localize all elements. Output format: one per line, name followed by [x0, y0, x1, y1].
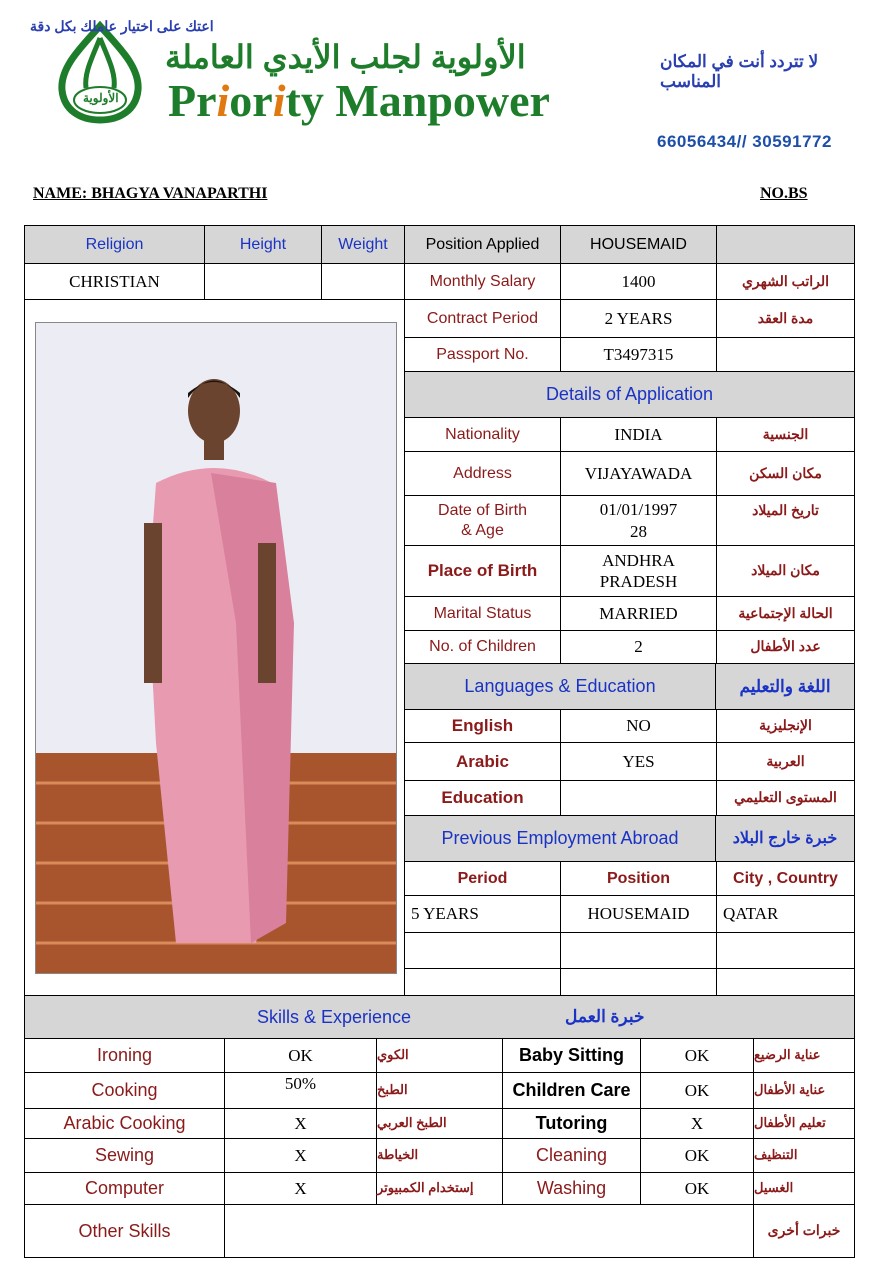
other-skills-value [224, 1204, 754, 1258]
children-value: 2 [560, 630, 717, 664]
applicant-photo [35, 322, 397, 974]
skill-left-label: Arabic Cooking [24, 1108, 225, 1139]
english-label: English [404, 709, 561, 743]
marital-status-label: Marital Status [404, 596, 561, 631]
employment-position [560, 968, 717, 996]
skill-left-label: Computer [24, 1172, 225, 1205]
dob-value: 01/01/1997 [599, 500, 678, 520]
employment-period [404, 968, 561, 996]
details-of-application-title: Details of Application [404, 371, 855, 418]
skill-right-ar: تعليم الأطفال [753, 1108, 855, 1139]
position-applied-label: Position Applied [404, 225, 561, 264]
employment-title: Previous Employment Abroad [404, 815, 716, 862]
languages-title: Languages & Education [404, 663, 716, 710]
height-header: Height [204, 225, 322, 264]
skill-right-ar: التنظيف [753, 1138, 855, 1173]
height-value [204, 263, 322, 300]
passport-label: Passport No. [404, 337, 561, 372]
reference-number: NO.BS [760, 185, 808, 202]
monthly-salary-value: 1400 [560, 263, 717, 300]
skill-right-label: Cleaning [502, 1138, 641, 1173]
position-applied-ar [716, 225, 855, 264]
phone-numbers: 66056434// 30591772 [657, 132, 832, 151]
passport-ar [716, 337, 855, 372]
skills-title-bar [24, 995, 855, 1039]
marital-status-value: MARRIED [560, 596, 717, 631]
company-name-english: Priority Manpower [168, 75, 550, 126]
applicant-name: NAME: BHAGYA VANAPARTHI [33, 185, 268, 202]
dob-value-cell [560, 495, 717, 546]
skill-right-ar: الغسيل [753, 1172, 855, 1205]
skill-right-label: Washing [502, 1172, 641, 1205]
skill-left-value: X [224, 1172, 377, 1205]
weight-value [321, 263, 405, 300]
employment-country [716, 968, 855, 996]
address-label: Address [404, 451, 561, 496]
monthly-salary-label: Monthly Salary [404, 263, 561, 300]
skill-right-value: OK [640, 1072, 754, 1109]
skill-right-value: OK [640, 1138, 754, 1173]
skill-right-value: OK [640, 1172, 754, 1205]
other-skills-label: Other Skills [24, 1204, 225, 1258]
logo-mark-text: الأولوية [83, 91, 119, 105]
skill-left-ar: الطبخ [376, 1072, 503, 1109]
top-tagline: اعتك على اختيار عاملك بكل دقة [30, 18, 214, 34]
education-ar: المستوى التعليمي [716, 780, 855, 816]
age-value: 28 [630, 521, 647, 541]
nationality-label: Nationality [404, 417, 561, 452]
skill-right-value: X [640, 1108, 754, 1139]
marital-status-ar: الحالة الإجتماعية [716, 596, 855, 631]
contract-period-value: 2 YEARS [560, 299, 717, 338]
dob-label: Date of Birth & Age [404, 495, 561, 546]
slogan: لا تتردد أنت في المكان المناسب [660, 52, 819, 91]
skills-title: Skills & Experience [257, 1006, 412, 1027]
dob-ar: تاريخ الميلاد [716, 495, 855, 546]
contract-period-label: Contract Period [404, 299, 561, 338]
skill-left-label: Ironing [24, 1038, 225, 1073]
employment-period [404, 932, 561, 969]
skill-right-label: Tutoring [502, 1108, 641, 1139]
skill-left-value: OK [224, 1038, 377, 1073]
education-label: Education [404, 780, 561, 816]
skill-left-label: Cooking [24, 1072, 225, 1109]
skill-left-ar: الخياطة [376, 1138, 503, 1173]
position-applied-value: HOUSEMAID [560, 225, 717, 264]
skill-right-label: Baby Sitting [502, 1038, 641, 1073]
skill-right-value: OK [640, 1038, 754, 1073]
children-label: No. of Children [404, 630, 561, 664]
skill-right-ar: عناية الأطفال [753, 1072, 855, 1109]
skill-left-ar: الطبخ العربي [376, 1108, 503, 1139]
weight-header: Weight [321, 225, 405, 264]
employment-position [560, 932, 717, 969]
languages-title-ar: اللغة والتعليم [715, 663, 855, 710]
skill-left-value: X [224, 1108, 377, 1139]
nationality-value: INDIA [560, 417, 717, 452]
employment-position: HOUSEMAID [560, 895, 717, 933]
place-of-birth-value: ANDHRA PRADESH [560, 545, 717, 597]
skill-left-value: 50% [224, 1072, 377, 1109]
children-ar: عدد الأطفال [716, 630, 855, 664]
contract-period-ar: مدة العقد [716, 299, 855, 338]
position-header: Position [560, 861, 717, 896]
place-of-birth-ar: مكان الميلاد [716, 545, 855, 597]
address-ar: مكان السكن [716, 451, 855, 496]
arabic-label: Arabic [404, 742, 561, 781]
period-header: Period [404, 861, 561, 896]
skill-left-label: Sewing [24, 1138, 225, 1173]
arabic-ar: العربية [716, 742, 855, 781]
arabic-value: YES [560, 742, 717, 781]
english-ar: الإنجليزية [716, 709, 855, 743]
employment-title-ar: خبرة خارج البلاد [715, 815, 855, 862]
company-name-arabic: الأولوية لجلب الأيدي العاملة [165, 39, 526, 75]
skill-left-ar: إستخدام الكمبيوتر [376, 1172, 503, 1205]
education-value [560, 780, 717, 816]
employment-country [716, 932, 855, 969]
employment-country: QATAR [716, 895, 855, 933]
skills-title-ar: خبرة العمل [565, 1007, 645, 1027]
address-value: VIJAYAWADA [560, 451, 717, 496]
skill-right-label: Children Care [502, 1072, 641, 1109]
other-skills-ar: خبرات أخرى [753, 1204, 855, 1258]
city-country-header: City , Country [716, 861, 855, 896]
skill-left-ar: الكوي [376, 1038, 503, 1073]
employment-period: 5 YEARS [404, 895, 561, 933]
english-value: NO [560, 709, 717, 743]
place-of-birth-label: Place of Birth [404, 545, 561, 597]
monthly-salary-ar: الراتب الشهري [716, 263, 855, 300]
skill-right-ar: عناية الرضيع [753, 1038, 855, 1073]
nationality-ar: الجنسية [716, 417, 855, 452]
passport-value: T3497315 [560, 337, 717, 372]
religion-header: Religion [24, 225, 205, 264]
skill-left-value: X [224, 1138, 377, 1173]
religion-value: CHRISTIAN [24, 263, 205, 300]
